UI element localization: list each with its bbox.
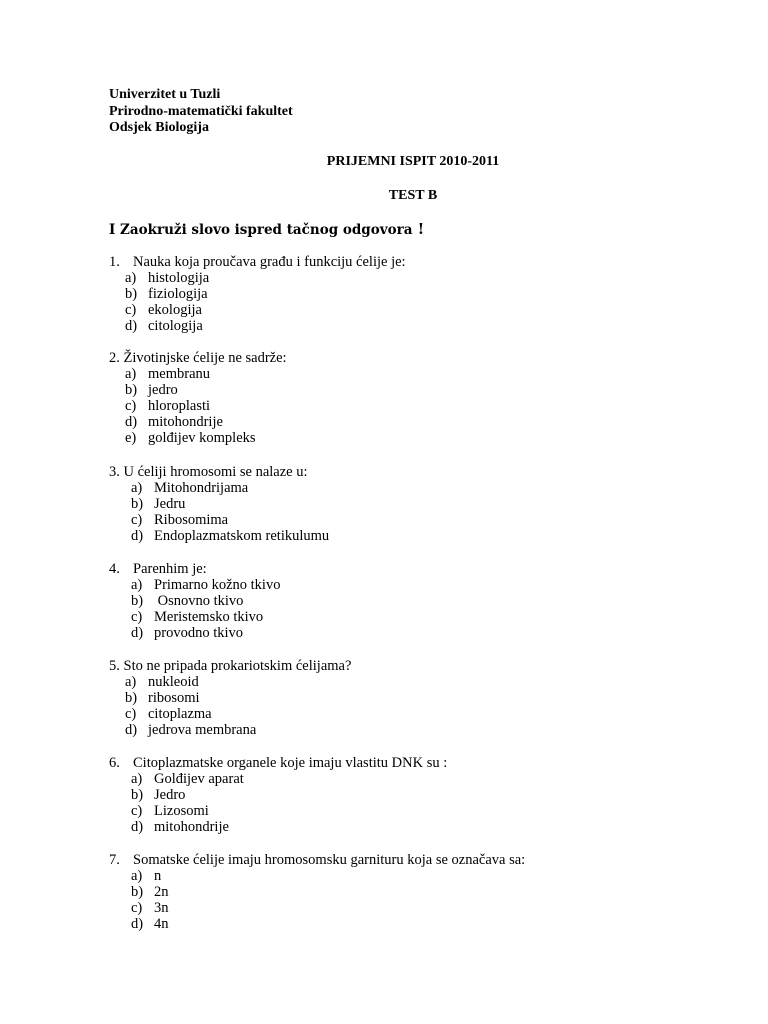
option-c xyxy=(131,609,280,625)
option-text: citologija xyxy=(148,318,203,334)
question-1 xyxy=(109,254,406,334)
option-d xyxy=(131,625,280,641)
option-text: hloroplasti xyxy=(148,398,211,414)
test-label: TEST B xyxy=(388,188,438,203)
university-name: Univerzitet u Tuzli xyxy=(109,87,221,102)
option-a xyxy=(125,674,351,690)
option-d xyxy=(131,916,525,932)
question-text: Nauka koja proučava građu i funkciju ćelije je: xyxy=(133,254,406,270)
question-6 xyxy=(109,755,447,835)
option-letter: c) xyxy=(131,512,143,528)
option-list xyxy=(131,577,280,641)
option-text: mitohondrije xyxy=(148,414,223,430)
option-c xyxy=(131,512,329,528)
option-letter: a) xyxy=(125,366,137,382)
question-text: Citoplazmatske organele koje imaju vlastitu DNK su : xyxy=(133,755,448,771)
question-stem xyxy=(109,658,351,674)
question-number: 7. xyxy=(109,852,120,868)
option-b xyxy=(131,884,525,900)
option-c xyxy=(131,900,525,916)
faculty-name: Prirodno-matematički fakultet xyxy=(109,103,293,119)
question-stem xyxy=(109,852,525,868)
option-text: Mitohondrijama xyxy=(154,480,249,496)
instruction-suffix: ! xyxy=(412,220,425,238)
option-text: Endoplazmatskom retikulumu xyxy=(154,528,330,544)
option-letter: d) xyxy=(125,414,138,430)
exam-title: PRIJEMNI ISPIT 2010-2011 xyxy=(326,154,500,169)
question-text: Životinjske ćelije ne sadrže: xyxy=(123,350,287,366)
option-text: 3n xyxy=(154,900,169,916)
option-list xyxy=(125,674,351,738)
option-a xyxy=(131,868,525,884)
option-letter: b) xyxy=(125,286,138,302)
option-a xyxy=(125,270,406,286)
option-c xyxy=(125,706,351,722)
option-text: histologija xyxy=(148,270,210,286)
option-letter: d) xyxy=(131,625,144,641)
option-letter: b) xyxy=(131,496,144,512)
option-text: golđijev kompleks xyxy=(148,430,256,446)
institution-header xyxy=(109,87,293,137)
option-text: Golđijev aparat xyxy=(154,771,244,787)
option-letter: a) xyxy=(125,270,137,286)
option-text: fiziologija xyxy=(148,286,208,302)
option-b xyxy=(125,690,351,706)
option-c xyxy=(125,302,406,318)
option-letter: c) xyxy=(125,302,137,318)
option-text: Osnovno tkivo xyxy=(154,593,244,609)
option-letter: d) xyxy=(125,722,138,738)
option-text: Ribosomima xyxy=(154,512,229,528)
option-text: ribosomi xyxy=(148,690,200,706)
option-letter: a) xyxy=(131,868,143,884)
question-number: 2. xyxy=(109,350,120,366)
option-letter: b) xyxy=(125,690,138,706)
option-text: jedro xyxy=(148,382,178,398)
option-list xyxy=(131,868,525,932)
option-text: Jedro xyxy=(154,787,186,803)
option-e xyxy=(125,430,287,446)
question-stem xyxy=(109,755,447,771)
question-text: Sto ne pripada prokariotskim ćelijama? xyxy=(123,658,352,674)
option-letter: b) xyxy=(131,593,144,609)
option-letter: d) xyxy=(131,916,144,932)
option-text: nukleoid xyxy=(148,674,199,690)
option-text: 4n xyxy=(154,916,169,932)
question-4 xyxy=(109,561,280,641)
option-d xyxy=(125,318,406,334)
option-a xyxy=(131,771,447,787)
option-list xyxy=(131,480,329,544)
option-letter: b) xyxy=(131,787,144,803)
question-7 xyxy=(109,852,525,932)
question-stem xyxy=(109,561,280,577)
option-text: Jedru xyxy=(154,496,186,512)
option-letter: d) xyxy=(131,819,144,835)
option-letter: a) xyxy=(131,577,143,593)
option-text: Lizosomi xyxy=(154,803,209,819)
option-letter: c) xyxy=(131,900,143,916)
option-text: ekologija xyxy=(148,302,202,318)
option-b xyxy=(131,593,280,609)
question-number: 1. xyxy=(109,254,120,270)
question-text: Parenhim je: xyxy=(133,561,207,577)
option-b xyxy=(131,787,447,803)
option-a xyxy=(131,577,280,593)
option-d xyxy=(131,528,329,544)
option-b xyxy=(125,286,406,302)
option-text: n xyxy=(154,868,162,884)
option-a xyxy=(131,480,329,496)
question-number: 6. xyxy=(109,755,120,771)
option-text: Meristemsko tkivo xyxy=(154,609,264,625)
option-text: jedrova membrana xyxy=(148,722,257,738)
option-b xyxy=(125,382,287,398)
option-list xyxy=(131,771,447,835)
question-5 xyxy=(109,658,351,738)
option-letter: b) xyxy=(131,884,144,900)
option-d xyxy=(125,414,287,430)
question-number: 5. xyxy=(109,658,120,674)
option-letter: c) xyxy=(131,609,143,625)
option-letter: c) xyxy=(131,803,143,819)
option-text: Primarno kožno tkivo xyxy=(154,577,281,593)
question-stem xyxy=(109,254,406,270)
question-number: 4. xyxy=(109,561,120,577)
option-letter: d) xyxy=(125,318,138,334)
option-letter: d) xyxy=(131,528,144,544)
option-a xyxy=(125,366,287,382)
option-letter: c) xyxy=(125,398,137,414)
option-text: membranu xyxy=(148,366,211,382)
option-letter: a) xyxy=(125,674,137,690)
option-letter: c) xyxy=(125,706,137,722)
option-list xyxy=(125,270,406,334)
option-c xyxy=(125,398,287,414)
option-text: 2n xyxy=(154,884,169,900)
option-letter: b) xyxy=(125,382,138,398)
instruction-text: I Zaokruži slovo ispred tačnog odgovora xyxy=(109,222,413,238)
instruction xyxy=(109,220,424,238)
department-name: Odsjek Biologija xyxy=(109,120,209,135)
option-text: mitohondrije xyxy=(154,819,229,835)
question-number: 3. xyxy=(109,464,120,480)
question-3 xyxy=(109,464,329,544)
question-text: U ćeliji hromosomi se nalaze u: xyxy=(123,464,308,480)
option-list xyxy=(125,366,287,446)
option-letter: a) xyxy=(131,771,143,787)
option-d xyxy=(125,722,351,738)
question-2 xyxy=(109,350,287,446)
question-stem xyxy=(109,464,329,480)
question-stem xyxy=(109,350,287,366)
option-d xyxy=(131,819,447,835)
option-text: citoplazma xyxy=(148,706,212,722)
option-c xyxy=(131,803,447,819)
option-b xyxy=(131,496,329,512)
option-letter: a) xyxy=(131,480,143,496)
option-letter: e) xyxy=(125,430,137,446)
option-text: provodno tkivo xyxy=(154,625,244,641)
question-text: Somatske ćelije imaju hromosomsku garnituru koja se označava sa: xyxy=(133,852,526,868)
